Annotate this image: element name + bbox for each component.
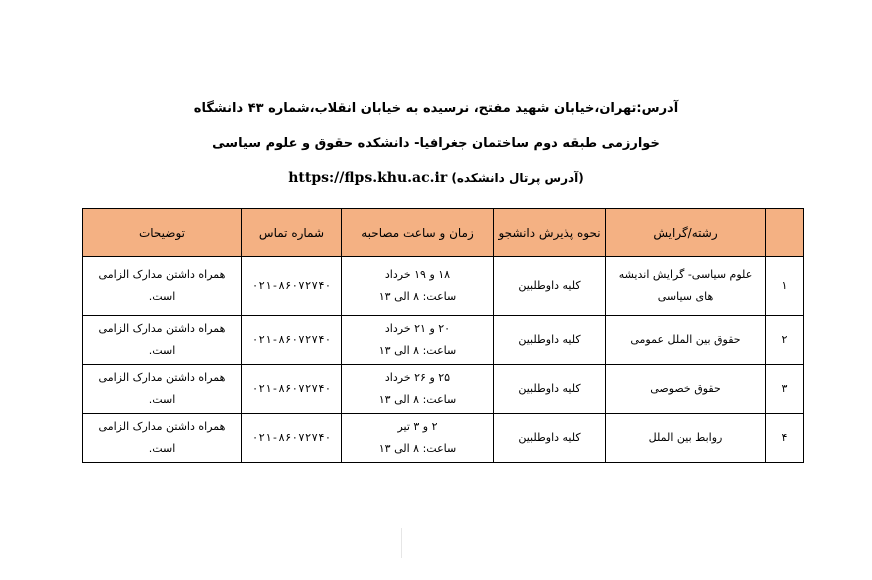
row-number: ۴ bbox=[766, 414, 804, 463]
row-schedule bbox=[342, 316, 494, 365]
row-time: ساعت: ۸ الی ۱۳ bbox=[378, 344, 457, 357]
row-date: ۲۰ و ۲۱ خرداد bbox=[384, 322, 451, 335]
row-phone: ۰۲۱-۸۶۰۷۲۷۴۰ bbox=[242, 365, 342, 414]
row-note: همراه داشتن مدارک الزامی است. bbox=[83, 414, 242, 463]
row-field: حقوق خصوصی bbox=[606, 365, 766, 414]
row-schedule bbox=[342, 365, 494, 414]
row-date: ۲۵ و ۲۶ خرداد bbox=[384, 371, 451, 384]
row-field: حقوق بین الملل عمومی bbox=[606, 316, 766, 365]
row-phone: ۰۲۱-۸۶۰۷۲۷۴۰ bbox=[242, 257, 342, 316]
row-field: روابط بین الملل bbox=[606, 414, 766, 463]
portal-url-link[interactable]: https://flps.khu.ac.ir bbox=[288, 170, 448, 186]
portal-label: (آدرس پرتال دانشکده) bbox=[451, 171, 584, 185]
table-header-row bbox=[83, 209, 804, 257]
header-notes: توضیحات bbox=[83, 209, 242, 257]
header-field: رشته/گرایش bbox=[606, 209, 766, 257]
table-row bbox=[83, 316, 804, 365]
interview-schedule-table bbox=[82, 208, 804, 463]
row-time: ساعت: ۸ الی ۱۳ bbox=[378, 290, 457, 303]
row-phone: ۰۲۱-۸۶۰۷۲۷۴۰ bbox=[242, 316, 342, 365]
row-number: ۳ bbox=[766, 365, 804, 414]
row-admission: کلیه داوطلبین bbox=[494, 316, 606, 365]
header-schedule: زمان و ساعت مصاحبه bbox=[342, 209, 494, 257]
table-row bbox=[83, 365, 804, 414]
row-time: ساعت: ۸ الی ۱۳ bbox=[378, 442, 457, 455]
row-schedule bbox=[342, 414, 494, 463]
row-date: ۲ و ۳ تیر bbox=[397, 420, 438, 433]
page-divider bbox=[401, 528, 402, 558]
row-note: همراه داشتن مدارک الزامی است. bbox=[83, 365, 242, 414]
row-number: ۱ bbox=[766, 257, 804, 316]
row-admission: کلیه داوطلبین bbox=[494, 414, 606, 463]
row-field: علوم سیاسی- گرایش اندیشه های سیاسی bbox=[606, 257, 766, 316]
row-number: ۲ bbox=[766, 316, 804, 365]
address-line-2: خوارزمی طبقه دوم ساختمان جغرافیا- دانشکده حقوق و علوم سیاسی bbox=[212, 136, 660, 151]
header-phone: شماره تماس bbox=[242, 209, 342, 257]
row-note: همراه داشتن مدارک الزامی است. bbox=[83, 257, 242, 316]
row-note: همراه داشتن مدارک الزامی است. bbox=[83, 316, 242, 365]
table-row bbox=[83, 414, 804, 463]
row-admission: کلیه داوطلبین bbox=[494, 365, 606, 414]
portal-address bbox=[0, 168, 872, 189]
row-date: ۱۸ و ۱۹ خرداد bbox=[384, 268, 451, 281]
row-time: ساعت: ۸ الی ۱۳ bbox=[378, 393, 457, 406]
address-line-1: آدرس:تهران،خیابان شهید مفتح، نرسیده به خیابان انقلاب،شماره ۴۳ دانشگاه bbox=[193, 101, 679, 116]
row-schedule bbox=[342, 257, 494, 316]
row-admission: کلیه داوطلبین bbox=[494, 257, 606, 316]
header-admission: نحوه پذیرش دانشجو bbox=[494, 209, 606, 257]
header-number bbox=[766, 209, 804, 257]
table-row bbox=[83, 257, 804, 316]
row-phone: ۰۲۱-۸۶۰۷۲۷۴۰ bbox=[242, 414, 342, 463]
